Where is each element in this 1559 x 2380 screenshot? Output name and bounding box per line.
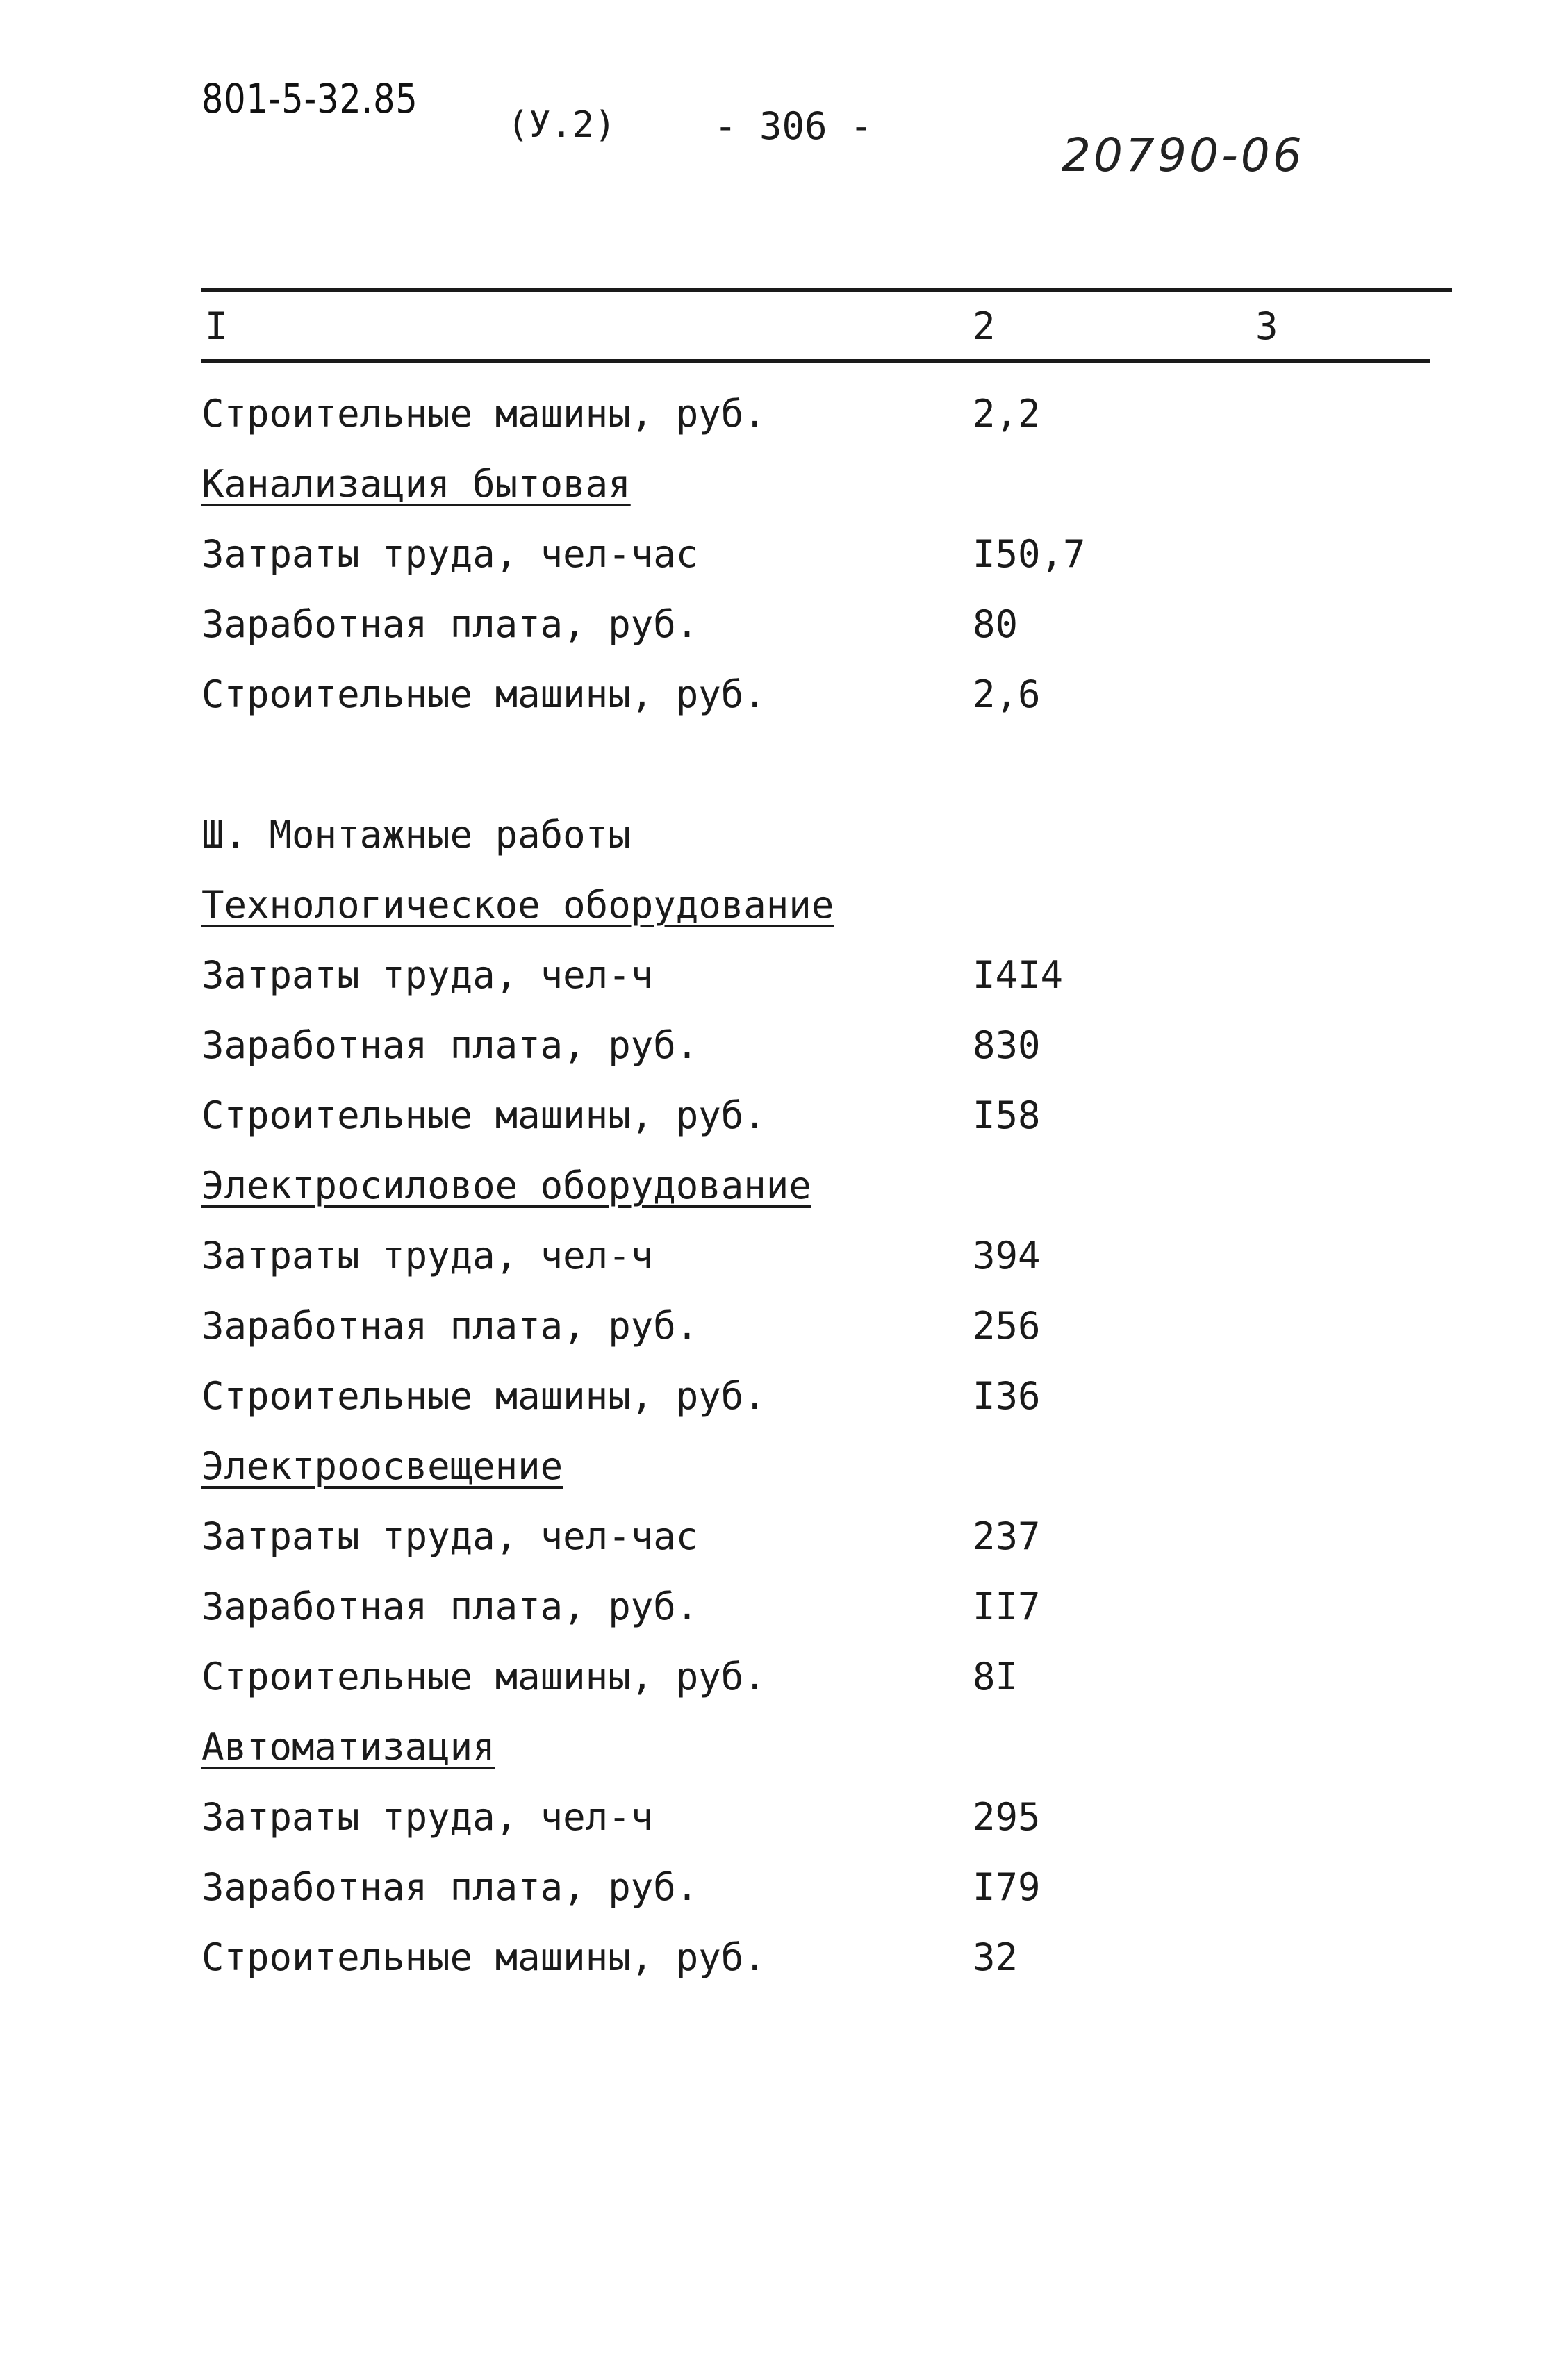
row-value: I50,7 [973, 532, 1086, 576]
row-label: Строительные машины, руб. [201, 672, 766, 716]
row-value: 237 [973, 1514, 1041, 1558]
subsection-heading [0, 1444, 1559, 1500]
table-row [0, 953, 1559, 1009]
row-label: Заработная плата, руб. [201, 1585, 699, 1628]
column-header-1: I [205, 304, 228, 348]
subsection-title: Автоматизация [201, 1725, 495, 1769]
section-label: (У.2) [507, 104, 616, 146]
table-row [0, 1304, 1559, 1360]
archive-stamp: 20790-06 [1062, 129, 1305, 182]
row-label: Строительные машины, руб. [201, 1935, 766, 1979]
row-label: Заработная плата, руб. [201, 602, 699, 646]
row-value: I4I4 [973, 953, 1064, 997]
column-header-3: 3 [1255, 304, 1278, 348]
row-value: 80 [973, 602, 1018, 646]
subsection-heading [0, 462, 1559, 518]
table-row [0, 1865, 1559, 1921]
column-header-2: 2 [973, 304, 996, 348]
table-row [0, 1935, 1559, 1991]
table-row [0, 1374, 1559, 1430]
subsection-title: Электроосвещение [201, 1444, 563, 1488]
subsection-title: Технологическое оборудование [201, 883, 834, 927]
table-row [0, 1514, 1559, 1570]
row-label: Строительные машины, руб. [201, 1655, 766, 1699]
row-label: Затраты труда, чел-ч [201, 1234, 654, 1278]
row-value: I36 [973, 1374, 1041, 1418]
subsection-heading [0, 883, 1559, 939]
row-value: 830 [973, 1023, 1041, 1067]
table-row [0, 532, 1559, 588]
table-row [0, 1795, 1559, 1851]
row-value: 2,2 [973, 392, 1041, 436]
subsection-title: Электросиловое оборудование [201, 1164, 811, 1207]
table-header-rule [201, 359, 1430, 363]
subsection-title: Канализация бытовая [201, 462, 631, 506]
subsection-heading [0, 1725, 1559, 1780]
row-value: I79 [973, 1865, 1041, 1909]
table-row [0, 1234, 1559, 1289]
document-code: 801-5-32.85 [201, 75, 418, 122]
table-row [0, 1655, 1559, 1710]
row-value: 8I [973, 1655, 1018, 1699]
table-row [0, 602, 1559, 658]
table-top-rule [201, 288, 1452, 292]
row-label: Заработная плата, руб. [201, 1865, 699, 1909]
table-row [0, 1093, 1559, 1149]
subsection-heading [0, 1164, 1559, 1219]
row-value: 2,6 [973, 672, 1041, 716]
row-label: Затраты труда, чел-час [201, 1514, 699, 1558]
row-label: Строительные машины, руб. [201, 1374, 766, 1418]
row-label: Затраты труда, чел-ч [201, 953, 654, 997]
section-title: Ш. Монтажные работы [201, 813, 631, 857]
row-value: 32 [973, 1935, 1018, 1979]
row-value: 394 [973, 1234, 1041, 1278]
table-row [0, 1023, 1559, 1079]
row-label: Затраты труда, чел-ч [201, 1795, 654, 1839]
row-value: I58 [973, 1093, 1041, 1137]
row-label: Затраты труда, чел-час [201, 532, 699, 576]
row-label: Строительные машины, руб. [201, 1093, 766, 1137]
section-heading [0, 813, 1559, 868]
table-row [0, 392, 1559, 447]
page-number: - 306 - [714, 104, 873, 148]
row-value: 295 [973, 1795, 1041, 1839]
row-label: Заработная плата, руб. [201, 1304, 699, 1348]
table-row [0, 1585, 1559, 1640]
row-label: Строительные машины, руб. [201, 392, 766, 436]
row-value: 256 [973, 1304, 1041, 1348]
row-label: Заработная плата, руб. [201, 1023, 699, 1067]
table-row [0, 672, 1559, 728]
row-value: II7 [973, 1585, 1041, 1628]
